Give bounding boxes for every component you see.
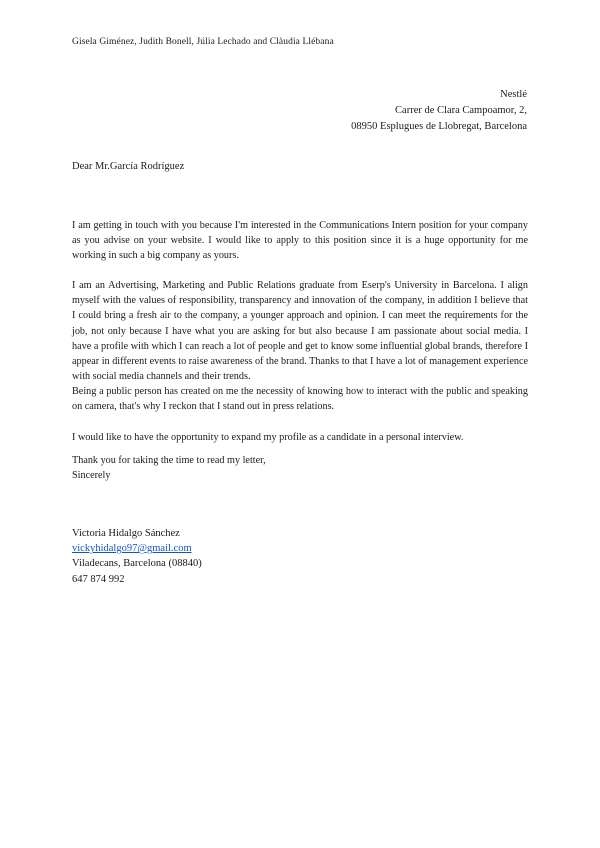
letter-body — [72, 218, 528, 460]
header-authors: Gisela Giménez, Judith Bonell, Júlia Lechado and Clàudia Llébana — [72, 37, 334, 47]
signature-block — [72, 526, 202, 587]
recipient-address — [351, 87, 527, 135]
body-paragraph-4: I would like to have the opportunity to expand my profile as a candidate in a personal interview. — [72, 432, 464, 444]
signature-location: Viladecans, Barcelona (08840) — [72, 558, 202, 570]
body-paragraph-2: I am an Advertising, Marketing and Public Relations graduate from Eserp's University in Barcelona. I align myself with the values of responsibility, transparency and innovation of the company, in addition I believe that I could bring a fresh air to the company, a younger approach and opinion. I can meet the requirements for the job, not only because I have what you are asking for but also because I am passionate about social media. I have a profile with which I can reach a lot of people and get to know some influential global brands, therefore I appear in different events to raise awareness of the brand. Thanks to that I have a lot of management experience with social media channels and their trends. — [72, 280, 528, 382]
letter-closing — [72, 453, 266, 483]
closing-signoff: Sincerely — [72, 470, 111, 482]
signature-phone: 647 874 992 — [72, 573, 125, 585]
signature-name: Victoria Hidalgo Sánchez — [72, 528, 180, 539]
closing-thanks: Thank you for taking the time to read my letter, — [72, 455, 266, 466]
document-header — [72, 37, 334, 47]
recipient-company: Nestlé — [500, 89, 527, 100]
body-paragraph-3: Being a public person has created on me the necessity of knowing how to interact with the public and speaking on camera, that's why I reckon that I stand out in press relations. — [72, 385, 528, 413]
body-paragraph-1: I am getting in touch with you because I'm interested in the Communications Intern position for your company as you advise on your website. I would like to apply to this position since it is a huge opportunity for me working in such a big company as yours. — [72, 220, 528, 262]
signature-email-link[interactable]: vickyhidalgo97@gmail.com — [72, 543, 192, 555]
recipient-city: 08950 Esplugues de Llobregat, Barcelona — [351, 121, 527, 132]
recipient-street: Carrer de Clara Campoamor, 2, — [395, 105, 527, 116]
greeting: Dear Mr.García Rodríguez — [72, 161, 185, 172]
